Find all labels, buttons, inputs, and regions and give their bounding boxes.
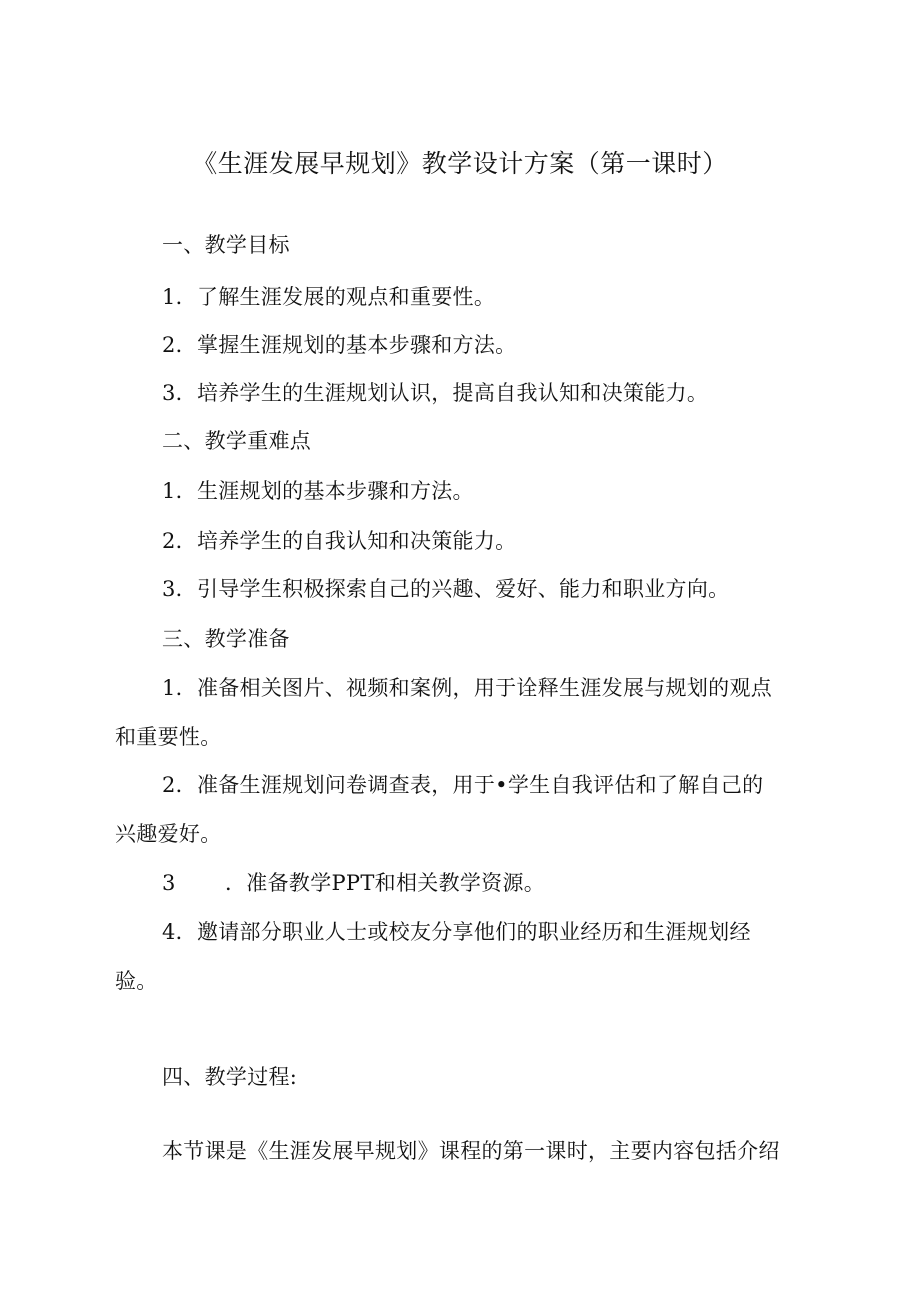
- section-heading-objectives: 一、教学目标: [162, 233, 290, 257]
- list-item: 3．培养学生的生涯规划认识，提高自我认知和决策能力。: [162, 381, 709, 405]
- paragraph-line: 2．准备生涯规划问卷调查表，用于•学生自我评估和了解自己的: [162, 773, 764, 797]
- list-item: 1．生涯规划的基本步骤和方法。: [162, 479, 474, 503]
- list-item: 2．培养学生的自我认知和决策能力。: [162, 529, 517, 553]
- document-title: 《生涯发展早规划》教学设计方案（第一课时）: [192, 149, 728, 178]
- paragraph-line: 本节课是《生涯发展早规划》课程的第一课时，主要内容包括介绍: [162, 1139, 780, 1163]
- paragraph-line: 兴趣爱好。: [115, 822, 222, 846]
- list-item-text: ．准备教学PPT和相关教学资源。: [225, 871, 546, 895]
- paragraph-line: 4．邀请部分职业人士或校友分享他们的职业经历和生涯规划经: [162, 920, 751, 944]
- list-item: 3．引导学生积极探索自己的兴趣、爱好、能力和职业方向。: [162, 577, 730, 601]
- list-item: 1．了解生涯发展的观点和重要性。: [162, 285, 496, 309]
- paragraph-line: 和重要性。: [115, 725, 222, 749]
- paragraph-line: 1．准备相关图片、视频和案例，用于诠释生涯发展与规划的观点: [162, 676, 773, 700]
- section-heading-key-points: 二、教学重难点: [162, 429, 312, 453]
- section-heading-preparation: 三、教学准备: [162, 627, 290, 651]
- list-item-number: 3: [162, 871, 176, 895]
- paragraph-line: 验。: [115, 969, 158, 993]
- section-heading-process: 四、教学过程:: [162, 1065, 298, 1089]
- list-item: 2．掌握生涯规划的基本步骤和方法。: [162, 333, 517, 357]
